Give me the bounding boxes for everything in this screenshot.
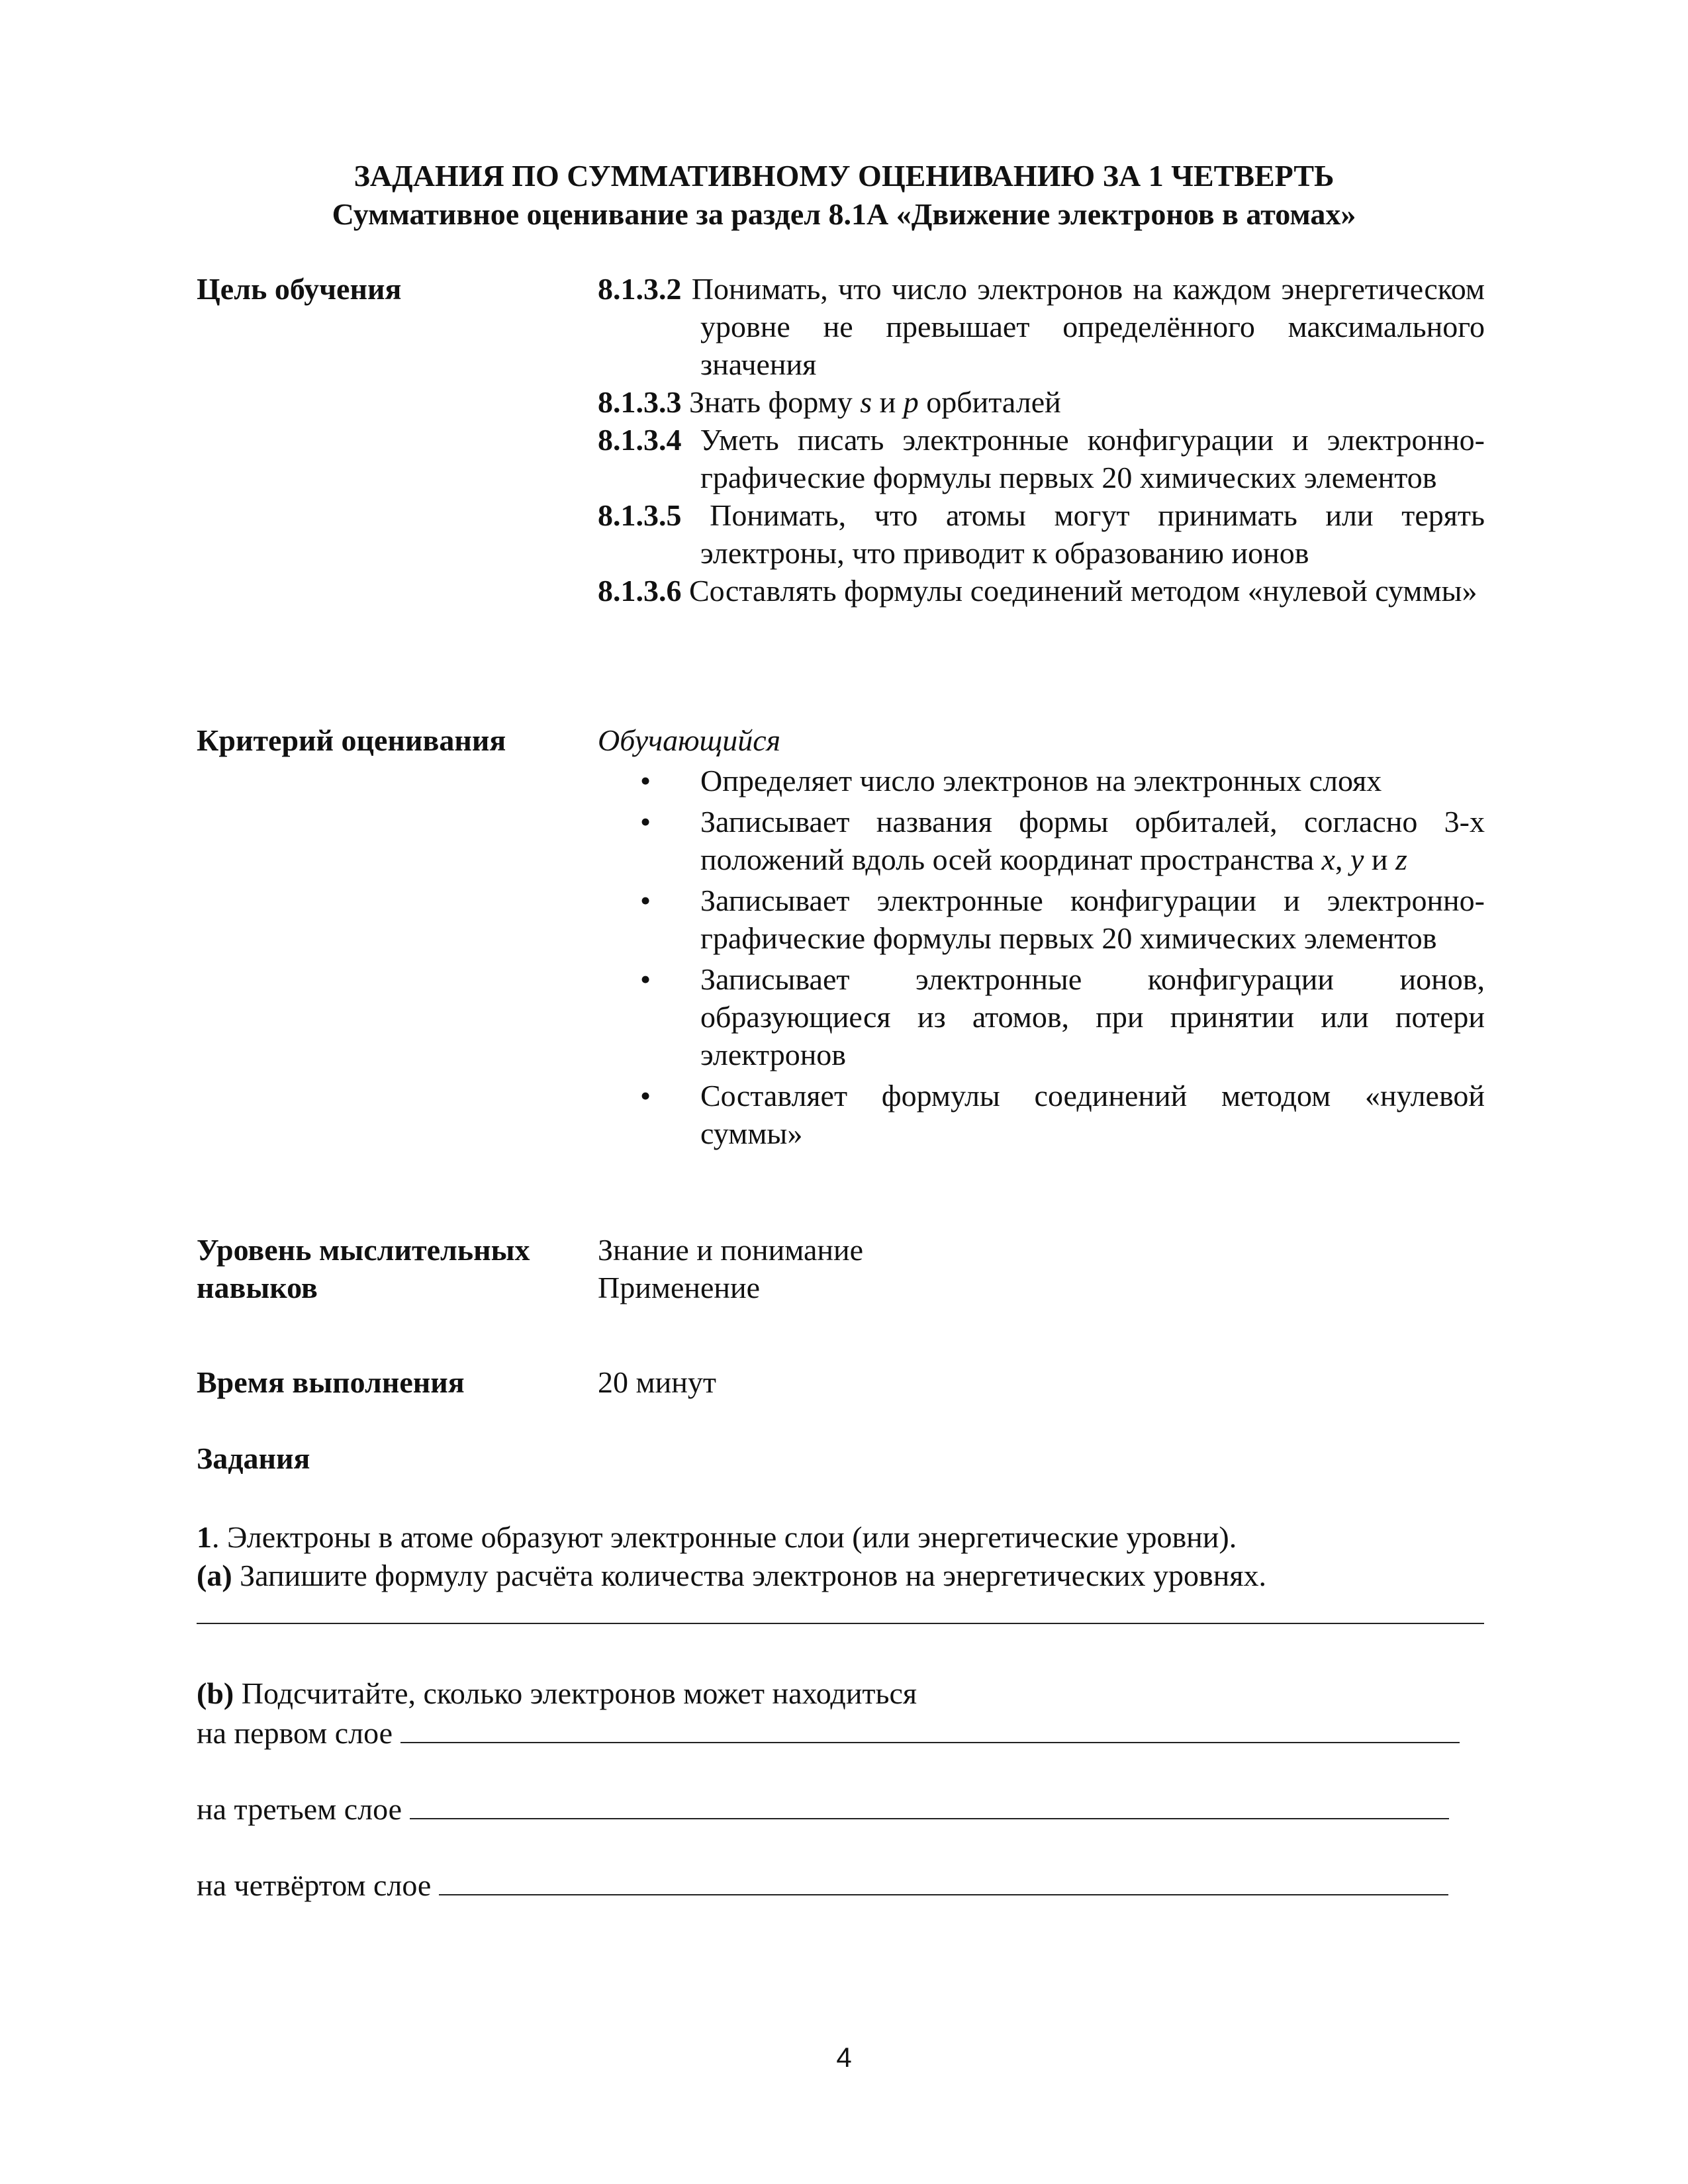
layer-row-first bbox=[197, 1713, 1487, 1752]
objective-text: Знать форму bbox=[689, 385, 861, 419]
page-subtitle: Суммативное оценивание за раздел 8.1А «Движение электронов в атомах» bbox=[332, 197, 1356, 231]
criteria-label: Критерий оценивания bbox=[197, 723, 506, 757]
objective-text: Понимать, что число электронов на каждом энергетическом уровне не превышает определённого максимального значения bbox=[691, 272, 1485, 381]
answer-line-fourth-layer[interactable] bbox=[439, 1865, 1448, 1895]
axis-y-symbol: y bbox=[1350, 842, 1364, 876]
subtask-marker: (b) bbox=[197, 1676, 234, 1710]
thinking-level-label bbox=[197, 1231, 530, 1306]
bullet-icon: • bbox=[640, 805, 651, 839]
objective-text: Составлять формулы соединений методом «нулевой суммы» bbox=[689, 574, 1477, 608]
task-number: 1 bbox=[197, 1520, 212, 1554]
objective-text: и bbox=[872, 385, 904, 419]
task-text: . Электроны в атоме образуют электронные слои (или энергетические уровни). bbox=[212, 1520, 1237, 1554]
layer-row-third bbox=[197, 1789, 1487, 1828]
layer-label: на первом слое bbox=[197, 1716, 400, 1750]
subtask-text: Запишите формулу расчёта количества электронов на энергетических уровнях. bbox=[232, 1559, 1267, 1592]
criteria-text: , bbox=[1335, 842, 1350, 876]
objective-code: 8.1.3.5 bbox=[598, 498, 682, 532]
learning-goal-label: Цель обучения bbox=[197, 272, 402, 306]
criteria-content bbox=[598, 721, 1485, 1156]
objective-item bbox=[598, 496, 1485, 572]
criteria-text: Определяет число электронов на электронных слоях bbox=[700, 764, 1382, 797]
learning-goal-objectives bbox=[598, 270, 1485, 610]
axis-x-symbol: x bbox=[1321, 842, 1335, 876]
thinking-level-label-line: навыков bbox=[197, 1271, 318, 1304]
objective-text: орбиталей bbox=[918, 385, 1061, 419]
time-value: 20 минут bbox=[598, 1365, 716, 1399]
thinking-level-value: Применение bbox=[598, 1271, 761, 1304]
objective-item bbox=[598, 572, 1485, 610]
objective-code: 8.1.3.3 bbox=[598, 385, 682, 419]
criteria-text: Составляет формулы соединений методом «нулевой суммы» bbox=[700, 1079, 1485, 1150]
thinking-level-value: Знание и понимание bbox=[598, 1233, 864, 1267]
orbital-p-symbol: p bbox=[903, 385, 919, 419]
answer-line-1a[interactable] bbox=[197, 1623, 1484, 1624]
orbital-s-symbol: s bbox=[860, 385, 872, 419]
criteria-intro: Обучающийся bbox=[598, 723, 781, 757]
objective-code: 8.1.3.6 bbox=[598, 574, 682, 608]
axis-z-symbol: z bbox=[1395, 842, 1407, 876]
objective-item bbox=[598, 383, 1485, 421]
objective-code: 8.1.3.4 bbox=[598, 423, 682, 457]
criteria-text: и bbox=[1364, 842, 1395, 876]
layer-label: на четвёртом слое bbox=[197, 1868, 439, 1902]
criteria-text: Записывает электронные конфигурации ионов, образующиеся из атомов, при принятии или потери электронов bbox=[700, 962, 1485, 1071]
bullet-icon: • bbox=[640, 764, 651, 797]
layer-row-fourth bbox=[197, 1865, 1487, 1904]
criteria-text: Записывает названия формы орбиталей, согласно 3-х положений вдоль осей координат пространства bbox=[700, 805, 1485, 876]
tasks-heading: Задания bbox=[197, 1441, 310, 1475]
answer-line-first-layer[interactable] bbox=[400, 1713, 1460, 1743]
objective-item bbox=[598, 270, 1485, 383]
task-1-intro bbox=[197, 1518, 1487, 1556]
bullet-icon: • bbox=[640, 884, 651, 917]
criteria-item bbox=[598, 803, 1485, 878]
objective-item bbox=[598, 421, 1485, 496]
page-title: ЗАДАНИЯ ПО СУММАТИВНОМУ ОЦЕНИВАНИЮ ЗА 1 ЧЕТВЕРТЬ bbox=[353, 159, 1335, 193]
criteria-item bbox=[598, 882, 1485, 957]
criteria-item bbox=[598, 762, 1485, 799]
bullet-icon: • bbox=[640, 1079, 651, 1113]
bullet-icon: • bbox=[640, 962, 651, 996]
objective-text: Уметь писать электронные конфигурации и электронно-графические формулы первых 20 химических элементов bbox=[700, 423, 1485, 494]
task-1a bbox=[197, 1557, 1487, 1594]
task-1b bbox=[197, 1674, 1487, 1712]
thinking-level-values bbox=[598, 1231, 1485, 1306]
criteria-item bbox=[598, 1077, 1485, 1152]
criteria-item bbox=[598, 960, 1485, 1073]
thinking-level-label-line: Уровень мыслительных bbox=[197, 1233, 530, 1267]
criteria-list bbox=[598, 762, 1485, 1152]
subtask-marker: (a) bbox=[197, 1559, 232, 1592]
answer-line-third-layer[interactable] bbox=[410, 1789, 1449, 1819]
objective-text: Понимать, что атомы могут принимать или терять электроны, что приводит к образованию ионов bbox=[700, 498, 1485, 570]
layer-label: на третьем слое bbox=[197, 1792, 410, 1826]
criteria-text: Записывает электронные конфигурации и электронно-графические формулы первых 20 химических элементов bbox=[700, 884, 1485, 955]
page-number: 4 bbox=[836, 2042, 852, 2073]
time-label: Время выполнения bbox=[197, 1365, 465, 1399]
subtask-text: Подсчитайте, сколько электронов может находиться bbox=[234, 1676, 917, 1710]
objective-code: 8.1.3.2 bbox=[598, 272, 682, 306]
